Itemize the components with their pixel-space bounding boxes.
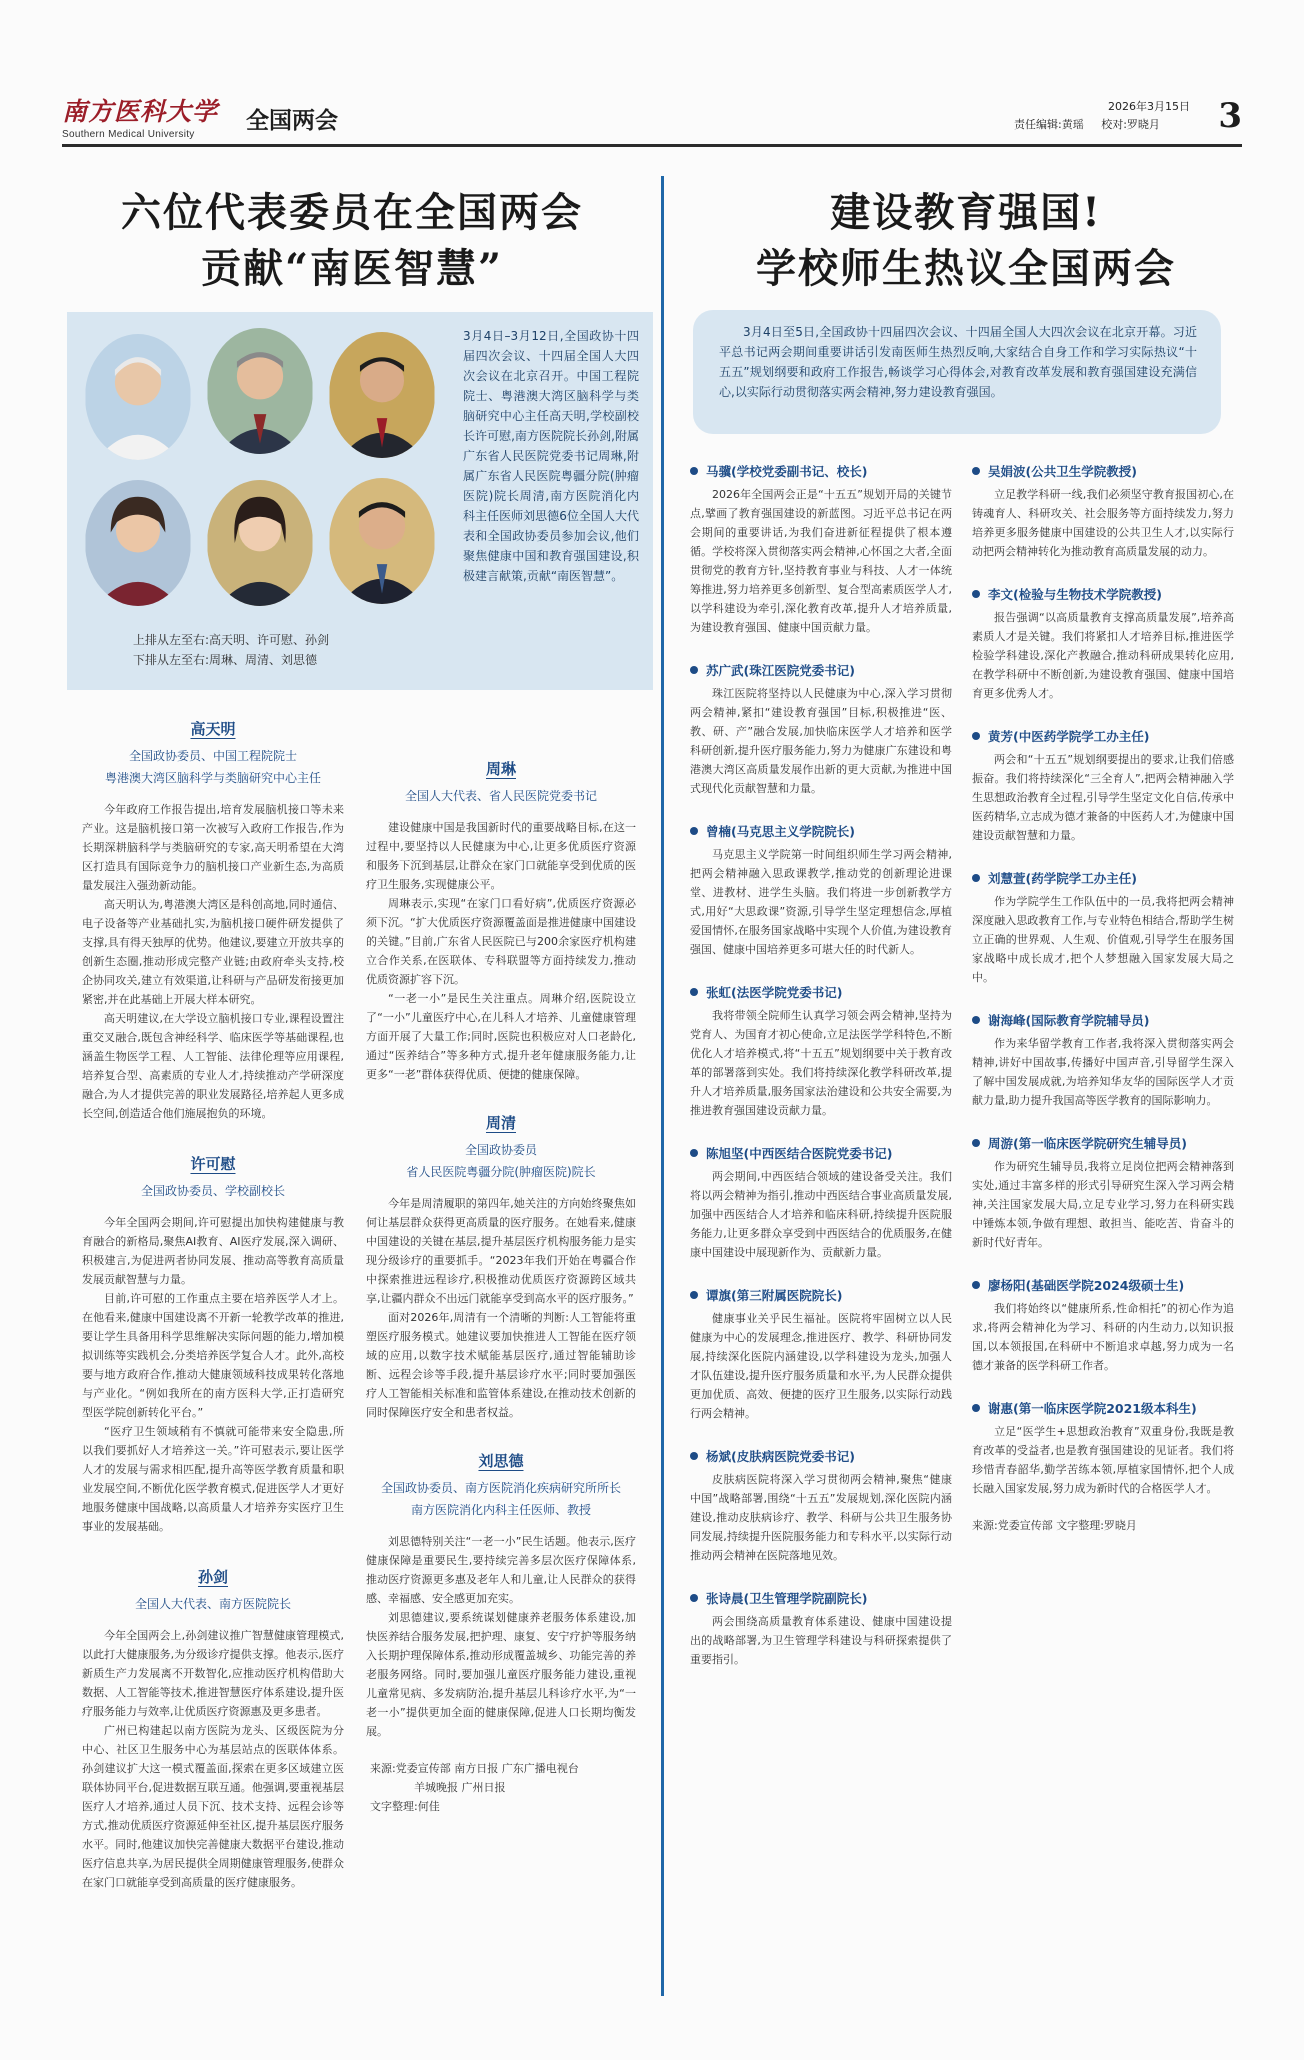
interview-entry-body: 两会和“十五五”规划纲要提出的要求,让我们倍感振奋。我们将持续深化“三全育人”,把两会精神融入学生思想政治教育全过程,引导学生坚定文化自信,传承中医药精华,立志成为德才兼备的中医药人才,为健康中国建设贡献智慧和力量。 xyxy=(972,753,1234,842)
paragraph: 刘思德建议,要系统谋划健康养老服务体系建设,加快医养结合服务发展,把护理、康复、安宁疗护等服务纳入长期护理保障体系,推动形成覆盖城乡、功能完善的养老服务网络。同时,要加强儿童医疗服务能力建设,重视儿童常见病、多发病防治,提升基层儿科诊疗水平,为“一老一小”提供更加全面的健康保障,促进人口长期均衡发展。 xyxy=(366,1611,636,1738)
article-xu-body xyxy=(82,1213,344,1536)
interview-entry xyxy=(972,1134,1234,1252)
left-source-line3: 文字整理:何佳 xyxy=(370,1800,440,1813)
right-intro-box xyxy=(693,310,1221,434)
paragraph: “一老一小”是民生关注重点。周琳介绍,医院设立了“一小”儿童医疗中心,在儿科人才培养、儿童健康管理方面开展了大量工作;同时,医院也积极应对人口老龄化,通过“医养结合”等多种方式,提升老年健康服务能力,让更多“一老”群体获得优质、便捷的健康保障。 xyxy=(366,992,636,1081)
left-source xyxy=(366,1759,636,1816)
article-zhoulin-body xyxy=(366,818,636,1084)
interview-entry-head xyxy=(690,983,952,1003)
interview-entry-name: 马骥(学校党委副书记、校长) xyxy=(706,464,868,479)
left-headline xyxy=(62,185,642,297)
article-zhoulin-name: 周琳 xyxy=(485,760,516,778)
photo-caption-line1: 上排从左至右:高天明、许可慰、孙剑 xyxy=(133,633,330,647)
article-zhoulin-title1: 全国人大代表、省人民医院党委书记 xyxy=(404,789,597,803)
bullet-icon xyxy=(972,1139,980,1147)
page-meta xyxy=(1014,98,1190,134)
paragraph: 高天明认为,粤港澳大湾区是科创高地,同时通信、电子设备等产业基础扎实,为脑机接口硬件研发提供了支撑,具有得天独厚的优势。他建议,要建立开放共享的创新生态圈,推动形成完整产业链;由政府牵头支持,校企协同攻关,建立有效渠道,让科研与产品研发衔接更加紧密,并在此基础上开展大样本研究。 xyxy=(82,898,344,1006)
interview-entry-head xyxy=(690,1447,952,1467)
proofreader: 校对:罗晓月 xyxy=(1101,118,1160,131)
portrait-zhoulin xyxy=(85,480,191,606)
header-rule xyxy=(62,144,1242,147)
bullet-icon xyxy=(972,732,980,740)
bullet-icon xyxy=(690,1452,698,1460)
interview-entry-name: 张虹(法医学院党委书记) xyxy=(706,985,843,1000)
left-headline-line1: 六位代表委员在全国两会 xyxy=(121,189,583,236)
right-intro-text: 3月4日至5日,全国政协十四届四次会议、十四届全国人大四次会议在北京开幕。习近平总书记两会期间重要讲话引发南医师生热烈反响,大家结合自身工作和学习实际热议“十五五”规划纲要和政府工作报告,畅谈学习心得体会,对教育改革发展和教育强国建设充满信心,以实际行动贯彻落实两会精神,努力建设教育强国。 xyxy=(719,325,1197,399)
bullet-icon xyxy=(972,1016,980,1024)
portrait-zhouqing xyxy=(207,480,313,606)
column-divider xyxy=(661,176,664,1996)
article-zhouqing-name: 周清 xyxy=(485,1114,516,1132)
left-headline-line2: 贡献“南医智慧” xyxy=(200,245,503,292)
paragraph: 刘思德特别关注“一老一小”民生话题。他表示,医疗健康保障是重要民生,要持续完善多层次医疗保障体系,推动医疗资源更多惠及老年人和儿童,让人民群众的获得感、幸福感、安全感更加充实。 xyxy=(366,1535,636,1605)
interview-entry-name: 谢惠(第一临床医学院2021级本科生) xyxy=(988,1401,1197,1416)
article-xu xyxy=(82,1153,344,1536)
interview-entry-head xyxy=(690,1589,952,1609)
interview-entry-body: 我们将始终以“健康所系,性命相托”的初心作为追求,将两会精神化为学习、科研的内生动力,以知识报国,以本领报国,在科研中不断追求卓越,努力成为一名德才兼备的医学科研工作者。 xyxy=(972,1302,1234,1372)
portrait-sun xyxy=(329,332,435,458)
section-name: 全国两会 xyxy=(246,107,338,134)
interview-entry xyxy=(690,1589,952,1669)
article-sun-name: 孙剑 xyxy=(197,1568,228,1586)
interview-entry xyxy=(690,983,952,1120)
bullet-icon xyxy=(972,1404,980,1412)
article-gao-title1: 全国政协委员、中国工程院院士 xyxy=(128,749,297,763)
article-liu-body xyxy=(366,1532,636,1741)
article-sun-title1: 全国人大代表、南方医院院长 xyxy=(134,1597,291,1611)
interview-entry xyxy=(972,1276,1234,1375)
interview-entry-name: 黄芳(中医药学院学工办主任) xyxy=(988,729,1150,744)
paragraph: 今年全国两会上,孙剑建议推广智慧健康管理模式,以此打大健康服务,为分级诊疗提供支撑。他表示,医疗新质生产力发展离不开数智化,应推动医疗机构借助大数据、人工智能等技术,推进智慧医疗体系建设,提升医疗服务能力与效率,让优质医疗资源惠及更多患者。 xyxy=(82,1629,344,1718)
paragraph: 今年是周清履职的第四年,她关注的方向始终聚焦如何让基层群众获得更高质量的医疗服务。在她看来,健康中国建设的关键在基层,提升基层医疗机构服务能力是实现分级诊疗的重要抓手。“2023年我们开始在粤疆合作中探索推进远程诊疗,积极推动优质医疗资源跨区域共享,让疆内群众不出远门就能享受到高水平的医疗服务。” xyxy=(366,1197,636,1305)
interview-entry-head xyxy=(972,1276,1234,1296)
portrait-gao xyxy=(85,334,191,460)
right-column-b xyxy=(972,462,1234,2002)
interview-entry-body: 我将带领全院师生认真学习领会两会精神,坚持为党育人、为国育才初心使命,立足法医学学科特色,不断优化人才培养模式,将“十五五”规划纲要中关于教育改革的部署落到实处。我们将持续深化教学科研改革,提升人才培养质量,服务国家法治建设和公共安全需要,为推进教育强国建设贡献力量。 xyxy=(690,1009,952,1117)
article-gao-name: 高天明 xyxy=(190,720,236,738)
article-liu xyxy=(366,1450,636,1741)
university-logo xyxy=(62,92,222,140)
interview-entry xyxy=(972,585,1234,703)
logo-chinese: 南方医科大学 xyxy=(62,97,219,126)
left-column-a xyxy=(82,718,344,1998)
interview-entry xyxy=(690,1447,952,1565)
paragraph: 建设健康中国是我国新时代的重要战略目标,在这一过程中,要坚持以人民健康为中心,让更多优质医疗资源和服务下沉到基层,让群众在家门口就能享受到优质的医疗卫生服务,实现健康公平。 xyxy=(366,821,636,891)
article-zhouqing-body xyxy=(366,1194,636,1422)
article-gao-title2: 粤港澳大湾区脑科学与类脑研究中心主任 xyxy=(104,771,321,785)
left-intro-text: 3月4日–3月12日,全国政协十四届四次会议、十四届全国人大四次会议在北京召开。中国工程院院士、粤港澳大湾区脑科学与类脑研究中心主任高天明,学校副校长许可慰,南方医院院长孙剑,附属广东省人民医院党委书记周琳,附属广东省人民医院粤疆分院(肿瘤医院)院长周清,南方医院消化内科主任医师刘思德6位全国人大代表和全国政协委员参加会议,他们聚焦健康中国和教育强国建设,积极建言献策,贡献“南医智慧”。 xyxy=(463,329,639,583)
photo-caption-line2: 下排从左至右:周琳、周清、刘思德 xyxy=(133,653,318,667)
paragraph: “医疗卫生领域稍有不慎就可能带来安全隐患,所以我们要抓好人才培养这一关。”许可慰表示,要让医学人才的发展与需求相匹配,提升高等医学教育质量和职业发展空间,不断优化医学教育模式,促进医学人才更好地服务健康中国战略,以高质量人才培养夯实医疗卫生事业的发展基础。 xyxy=(82,1425,344,1533)
photo-caption xyxy=(133,630,329,670)
article-xu-name: 许可慰 xyxy=(190,1155,236,1173)
interview-entry-name: 张诗晨(卫生管理学院副院长) xyxy=(706,1591,868,1606)
bullet-icon xyxy=(690,988,698,996)
article-liu-name: 刘思德 xyxy=(478,1452,524,1470)
article-liu-title2: 南方医院消化内科主任医师、教授 xyxy=(410,1503,591,1517)
paragraph: 周琳表示,实现“在家门口看好病”,优质医疗资源必须下沉。“扩大优质医疗资源覆盖面是推进健康中国建设的关键。”目前,广东省人民医院已与200余家医疗机构建立合作关系,在医联体、专科联盟等方面持续发力,推动优质资源扩容下沉。 xyxy=(366,897,636,986)
interview-entry-head xyxy=(972,1134,1234,1154)
page-number: 3 xyxy=(1218,96,1242,136)
article-zhouqing xyxy=(366,1112,636,1422)
article-sun-body xyxy=(82,1626,344,1892)
right-source: 来源:党委宣传部 文字整理:罗晓月 xyxy=(972,1519,1137,1532)
article-zhouqing-title1: 全国政协委员 xyxy=(464,1143,537,1157)
interview-entry xyxy=(972,869,1234,987)
interview-entry-head xyxy=(690,1286,952,1306)
interview-entry-body: 立足“医学生+思想政治教育”双重身份,我既是教育改革的受益者,也是教育强国建设的见证者。我们将珍惜青春韶华,勤学苦练本领,厚植家国情怀,把个人成长融入国家发展,努力成为新时代的合格医学人才。 xyxy=(972,1425,1234,1495)
interview-entry xyxy=(972,1399,1234,1498)
interview-entry xyxy=(690,822,952,959)
editor: 责任编辑:黄瑶 xyxy=(1014,118,1084,131)
interview-entry-head xyxy=(972,462,1234,482)
paragraph: 今年政府工作报告提出,培育发展脑机接口等未来产业。这是脑机接口第一次被写入政府工作报告,作为长期深耕脑科学与类脑研究的专家,高天明希望在大湾区打造具有国际竞争力的脑机接口产业新生态,为高质量发展注入强劲新动能。 xyxy=(82,803,344,892)
right-entries-a xyxy=(690,462,952,1669)
right-entries-b xyxy=(972,462,1234,1498)
right-column-a xyxy=(690,462,952,2002)
paragraph: 目前,许可慰的工作重点主要在培养医学人才上。在他看来,健康中国建设离不开新一轮教学改革的推进,要让学生具备用科学思维解决实际问题的能力,增加模拟训练等实践机会,分类培养医学复合人才。此外,高校要与地方政府合作,推动大健康领域科技成果转化落地与产业化。“例如我所在的南方医科大学,正打造研究型医学院创新转化平台。” xyxy=(82,1292,344,1419)
portrait-liu xyxy=(329,478,435,604)
interview-entry-body: 作为来华留学教育工作者,我将深入贯彻落实两会精神,讲好中国故事,传播好中国声音,引导留学生深入了解中国发展成就,为培养知华友华的国际医学人才贡献力量,助力提升我国高等医学教育的国际影响力。 xyxy=(972,1037,1234,1107)
bullet-icon xyxy=(690,467,698,475)
interview-entry-name: 廖杨阳(基础医学院2024级硕士生) xyxy=(988,1278,1185,1293)
left-intro-box xyxy=(67,312,653,690)
bullet-icon xyxy=(690,827,698,835)
interview-entry-name: 谢海峰(国际教育学院辅导员) xyxy=(988,1013,1150,1028)
interview-entry-name: 周游(第一临床医学院研究生辅导员) xyxy=(988,1136,1187,1151)
interview-entry xyxy=(690,661,952,798)
bullet-icon xyxy=(972,874,980,882)
article-xu-title1: 全国政协委员、学校副校长 xyxy=(140,1184,285,1198)
interview-entry-name: 曾楠(马克思主义学院院长) xyxy=(706,824,855,839)
interview-entry xyxy=(690,1286,952,1423)
left-source-line1: 来源:党委宣传部 南方日报 广东广播电视台 xyxy=(370,1762,579,1775)
interview-entry-head xyxy=(690,661,952,681)
left-source-line2: 羊城晚报 广州日报 xyxy=(414,1781,506,1794)
interview-entry-head xyxy=(972,585,1234,605)
masthead xyxy=(62,92,1242,140)
left-column-b xyxy=(366,718,636,1998)
paragraph: 面对2026年,周清有一个清晰的判断:人工智能将重塑医疗服务模式。她建议要加快推进人工智能在医疗领域的应用,以数字技术赋能基层医疗,通过智能辅助诊断、远程会诊等手段,提升基层诊疗水平;同时要加强医疗人工智能相关标准和监管体系建设,在推动技术创新的同时保障医疗安全和患者权益。 xyxy=(366,1311,636,1419)
interview-entry-body: 两会围绕高质量教育体系建设、健康中国建设提出的战略部署,为卫生管理学科建设与科研探索提供了重要指引。 xyxy=(690,1615,952,1666)
bullet-icon xyxy=(690,666,698,674)
bullet-icon xyxy=(690,1594,698,1602)
interview-entry-name: 陈旭坚(中西医结合医院党委书记) xyxy=(706,1146,893,1161)
bullet-icon xyxy=(690,1291,698,1299)
interview-entry-head xyxy=(690,462,952,482)
bullet-icon xyxy=(690,1149,698,1157)
interview-entry-head xyxy=(972,727,1234,747)
interview-entry-name: 苏广武(珠江医院党委书记) xyxy=(706,663,855,678)
interview-entry-name: 吴娟波(公共卫生学院教授) xyxy=(988,464,1137,479)
interview-entry-name: 刘慧萱(药学院学工办主任) xyxy=(988,871,1137,886)
bullet-icon xyxy=(972,590,980,598)
interview-entry-head xyxy=(690,1144,952,1164)
interview-entry-body: 两会期间,中西医结合领域的建设备受关注。我们将以两会精神为指引,推动中西医结合事业高质量发展,加强中西医结合人才培养和临床科研,持续提升医院服务能力,让更多群众享受到中西医结合的优质服务,在健康中国建设中展现新作为、贡献新力量。 xyxy=(690,1170,952,1259)
article-gao xyxy=(82,718,344,1123)
interview-entry-name: 李文(检验与生物技术学院教授) xyxy=(988,587,1162,602)
interview-entry-body: 作为学院学生工作队伍中的一员,我将把两会精神深度融入思政教育工作,与专业特色相结合,帮助学生树立正确的世界观、人生观、价值观,引导学生在服务国家战略中成长成才,把个人梦想融入国家发展大局之中。 xyxy=(972,895,1234,984)
interview-entry-head xyxy=(972,1011,1234,1031)
interview-entry-body: 2026年全国两会正是“十五五”规划开局的关键节点,擘画了教育强国建设的新蓝图。习近平总书记在两会期间的重要讲话,为我们奋进新征程提供了根本遵循。学校将深入贯彻落实两会精神,心怀国之大者,全面贯彻党的教育方针,坚持教育事业与科技、人才一体统筹推进,努力培养更多创新型、复合型高素质医学人才,以学科建设为牵引,深化教育改革,提升人才培养质量,为建设教育强国、健康中国贡献力量。 xyxy=(690,488,952,634)
right-headline-line1: 建设教育强国! xyxy=(830,189,1102,236)
interview-entry xyxy=(972,1011,1234,1110)
interview-entry-body: 作为研究生辅导员,我将立足岗位把两会精神落到实处,通过丰富多样的形式引导研究生深入学习两会精神,关注国家发展大局,立足专业学习,努力在科研实践中锤炼本领,争做有理想、敢担当、能吃苦、肯奋斗的新时代好青年。 xyxy=(972,1160,1234,1249)
interview-entry-body: 报告强调“以高质量教育支撑高质量发展”,培养高素质人才是关键。我们将紧扣人才培养目标,推进医学检验学科建设,深化产教融合,推动科研成果转化应用,在教学科研中不断创新,为建设教育强国、健康中国培育更多优秀人才。 xyxy=(972,611,1234,700)
bullet-icon xyxy=(972,1281,980,1289)
interview-entry-body: 立足教学科研一线,我们必须坚守教育报国初心,在铸魂育人、科研攻关、社会服务等方面持续发力,努力培养更多服务健康中国建设的公共卫生人才,以实际行动把两会精神转化为推动教育高质量发展的动力。 xyxy=(972,488,1234,558)
interview-entry-body: 健康事业关乎民生福祉。医院将牢固树立以人民健康为中心的发展理念,推进医疗、教学、科研协同发展,持续深化医院内涵建设,以学科建设为龙头,加强人才队伍建设,提升医疗服务质量和水平,为人民群众提供更加优质、高效、便捷的医疗卫生服务,以实际行动践行两会精神。 xyxy=(690,1312,952,1420)
portrait-xu xyxy=(207,328,313,454)
interview-entry-body: 马克思主义学院第一时间组织师生学习两会精神,把两会精神融入思政课教学,推动党的创新理论进课堂、进教材、进学生头脑。我们将进一步创新教学方式,用好“大思政课”资源,引导学生坚定理想信念,厚植爱国情怀,在服务国家战略中实现个人价值,为建设教育强国、健康中国培养更多可堪大任的时代新人。 xyxy=(690,848,952,956)
interview-entry xyxy=(690,462,952,637)
paragraph: 今年全国两会期间,许可慰提出加快构建健康与教育融合的新格局,聚焦AI教育、AI医疗发展,深入调研、积极建言,为促进两者协同发展、推动高等教育高质量发展贡献智慧与力量。 xyxy=(82,1216,344,1286)
paragraph: 广州已构建起以南方医院为龙头、区级医院为分中心、社区卫生服务中心为基层站点的医联体体系。孙剑建议扩大这一模式覆盖面,探索在更多区域建立医联体协同平台,促进数据互联互通。他强调,要重视基层医疗人才培养,通过人员下沉、技术支持、远程会诊等方式,推动优质医疗资源延伸至社区,提升基层医疗服务水平。同时,他建议加快完善健康大数据平台建设,推动医疗信息共享,为居民提供全周期健康管理服务,使群众在家门口就能享受到高质量的医疗健康服务。 xyxy=(82,1724,344,1889)
interview-entry xyxy=(972,727,1234,845)
interview-entry-body: 珠江医院将坚持以人民健康为中心,深入学习贯彻两会精神,紧扣“建设教育强国”目标,积极推进“医、教、研、产”融合发展,加快临床医学人才培养和医学科研创新,提升医疗服务能力,努力为健康广东建设和粤港澳大湾区高质量发展作出新的更大贡献,为推进中国式现代化贡献智慧和力量。 xyxy=(690,687,952,795)
right-headline xyxy=(690,185,1242,297)
interview-entry-name: 杨斌(皮肤病医院党委书记) xyxy=(706,1449,855,1464)
interview-entry-head xyxy=(972,869,1234,889)
issue-date: 2026年3月15日 xyxy=(1108,100,1190,113)
article-liu-title1: 全国政协委员、南方医院消化疾病研究所所长 xyxy=(380,1481,621,1495)
logo-english: Southern Medical University xyxy=(62,129,195,140)
interview-entry-name: 谭旗(第三附属医院院长) xyxy=(706,1288,843,1303)
article-gao-body xyxy=(82,800,344,1123)
bullet-icon xyxy=(972,467,980,475)
interview-entry-head xyxy=(690,822,952,842)
right-headline-line2: 学校师生热议全国两会 xyxy=(756,245,1176,292)
paragraph: 高天明建议,在大学设立脑机接口专业,课程设置注重交叉融合,既包含神经科学、临床医学等基础课程,也涵盖生物医学工程、人工智能、法律伦理等应用课程,培养复合型、高素质的专业人才,持续推动产学研深度融合,为人才提供完善的职业发展路径,培养起人更多成长空间,创造适合他们施展抱负的环境。 xyxy=(82,1012,344,1120)
interview-entry xyxy=(690,1144,952,1262)
article-zhoulin xyxy=(366,758,636,1084)
interview-entry-head xyxy=(972,1399,1234,1419)
interview-entry xyxy=(972,462,1234,561)
article-sun xyxy=(82,1566,344,1892)
article-zhouqing-title2: 省人民医院粤疆分院(肿瘤医院)院长 xyxy=(406,1165,596,1179)
interview-entry-body: 皮肤病医院将深入学习贯彻两会精神,聚焦“健康中国”战略部署,围绕“十五五”发展规划,深化医院内涵建设,推动皮肤病诊疗、教学、科研与公共卫生服务协同发展,持续提升医院服务能力和专科水平,以实际行动推动两会精神在医院落地见效。 xyxy=(690,1473,952,1562)
